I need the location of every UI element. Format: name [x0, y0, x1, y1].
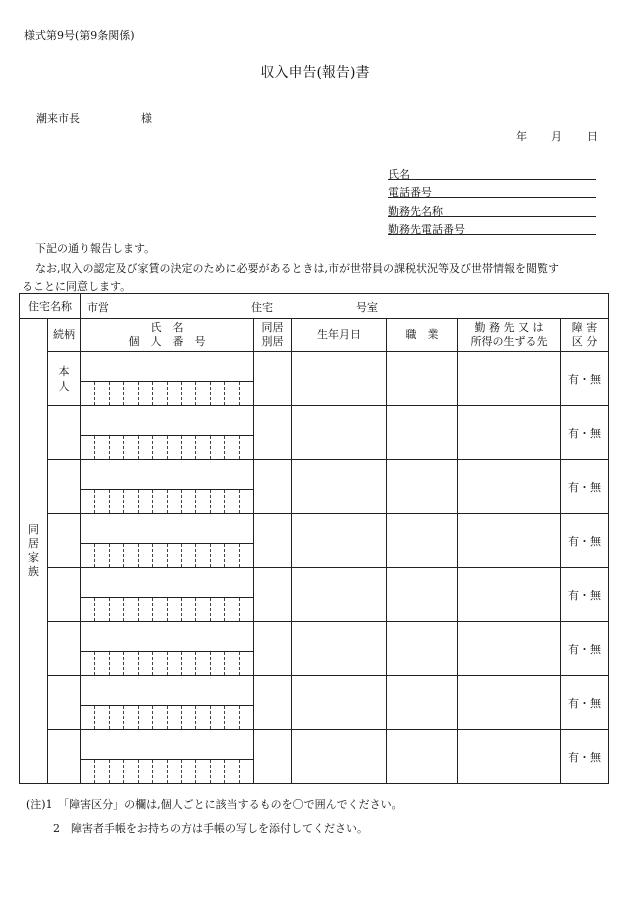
cohabiting-family-label: 同 居 家 族 — [20, 319, 48, 784]
consent-text: なお,収入の認定及び家賃の決定のために必要があるときは,市が世帯員の課税状況等及び世帯情報を閲覧す — [35, 262, 559, 275]
name-number-cell[interactable] — [81, 730, 254, 784]
cohabit-cell[interactable] — [254, 460, 292, 514]
table-row — [20, 460, 609, 514]
page-title: 収入申告(報告)書 — [260, 65, 370, 81]
individual-number-boxes[interactable] — [81, 490, 253, 513]
table-row — [20, 622, 609, 676]
cohabit-cell[interactable] — [254, 406, 292, 460]
birthdate-cell[interactable] — [292, 514, 387, 568]
name-field[interactable] — [388, 179, 596, 180]
table-row — [20, 676, 609, 730]
form-number: 様式第9号(第9条関係) — [24, 29, 135, 42]
work-phone-field[interactable] — [388, 234, 596, 235]
family-table — [19, 293, 609, 784]
table-row — [20, 730, 609, 784]
date-year: 年 — [516, 130, 527, 143]
individual-number-boxes[interactable] — [81, 706, 253, 729]
workplace-field[interactable] — [388, 216, 596, 217]
individual-number-boxes[interactable] — [81, 760, 253, 783]
birthdate-cell[interactable] — [292, 568, 387, 622]
workplace-header: 勤 務 先 又 は 所得の生ずる先 — [458, 319, 561, 352]
name-number-cell[interactable] — [81, 460, 254, 514]
phone-field[interactable] — [388, 197, 596, 198]
workplace-cell[interactable] — [458, 568, 561, 622]
disability-cell[interactable]: 有・無 — [561, 514, 609, 568]
birthdate-header: 生年月日 — [292, 319, 387, 352]
name-header: 氏 名 個 人 番 号 — [81, 319, 254, 352]
workplace-cell[interactable] — [458, 460, 561, 514]
workplace-cell[interactable] — [458, 676, 561, 730]
name-number-cell[interactable] — [81, 406, 254, 460]
workplace-cell[interactable] — [458, 352, 561, 406]
name-number-cell[interactable] — [81, 676, 254, 730]
cohabit-cell[interactable] — [254, 568, 292, 622]
workplace-cell[interactable] — [458, 514, 561, 568]
work-phone-label: 勤務先電話番号 — [388, 223, 465, 236]
relation-cell[interactable] — [48, 514, 81, 568]
individual-number-boxes[interactable] — [81, 544, 253, 567]
cohabit-cell[interactable] — [254, 514, 292, 568]
disability-cell[interactable]: 有・無 — [561, 676, 609, 730]
name-label: 氏名 — [388, 168, 410, 181]
occupation-cell[interactable] — [387, 460, 458, 514]
room-text: 号室 — [356, 301, 378, 314]
disability-cell[interactable]: 有・無 — [561, 622, 609, 676]
city-housing-text: 市営 — [87, 301, 109, 314]
workplace-label: 勤務先名称 — [388, 205, 443, 218]
phone-label: 電話番号 — [388, 186, 432, 199]
birthdate-cell[interactable] — [292, 460, 387, 514]
relation-cell[interactable] — [48, 460, 81, 514]
table-row — [20, 514, 609, 568]
disability-cell[interactable]: 有・無 — [561, 460, 609, 514]
occupation-cell[interactable] — [387, 406, 458, 460]
workplace-cell[interactable] — [458, 406, 561, 460]
occupation-cell[interactable] — [387, 514, 458, 568]
consent-text-cont: ることに同意します。 — [22, 280, 132, 293]
birthdate-cell[interactable] — [292, 730, 387, 784]
housing-text: 住宅 — [251, 301, 273, 314]
birthdate-cell[interactable] — [292, 622, 387, 676]
name-number-cell[interactable] — [81, 622, 254, 676]
note-1: (注)1 「障害区分」の欄は,個人ごとに該当するものを〇で囲んでください。 — [26, 798, 403, 811]
occupation-header: 職 業 — [387, 319, 458, 352]
relation-cell[interactable] — [48, 622, 81, 676]
individual-number-boxes[interactable] — [81, 382, 253, 405]
cohabit-header: 同居 別居 — [254, 319, 292, 352]
table-row — [20, 406, 609, 460]
note-2: 2 障害者手帳をお持ちの方は手帳の写しを添付してください。 — [53, 822, 368, 835]
relation-cell[interactable] — [48, 406, 81, 460]
disability-cell[interactable]: 有・無 — [561, 406, 609, 460]
occupation-cell[interactable] — [387, 730, 458, 784]
disability-header: 障 害 区 分 — [561, 319, 609, 352]
individual-number-boxes[interactable] — [81, 436, 253, 459]
name-number-cell[interactable] — [81, 352, 254, 406]
disability-cell[interactable]: 有・無 — [561, 568, 609, 622]
residence-field[interactable] — [81, 294, 609, 319]
relation-cell[interactable] — [48, 676, 81, 730]
date-month: 月 — [551, 130, 562, 143]
relation-header: 続柄 — [48, 319, 81, 352]
individual-number-boxes[interactable] — [81, 652, 253, 675]
name-number-cell[interactable] — [81, 514, 254, 568]
occupation-cell[interactable] — [387, 676, 458, 730]
intro-text: 下記の通り報告します。 — [35, 242, 156, 255]
occupation-cell[interactable] — [387, 352, 458, 406]
addressee-mayor: 潮来市長 — [36, 112, 80, 125]
name-number-cell[interactable] — [81, 568, 254, 622]
date-day: 日 — [587, 130, 598, 143]
occupation-cell[interactable] — [387, 568, 458, 622]
relation-cell[interactable]: 本 人 — [48, 352, 81, 406]
cohabit-cell[interactable] — [254, 730, 292, 784]
occupation-cell[interactable] — [387, 622, 458, 676]
cohabit-cell[interactable] — [254, 676, 292, 730]
individual-number-boxes[interactable] — [81, 598, 253, 621]
addressee-honorific: 様 — [141, 112, 152, 125]
birthdate-cell[interactable] — [292, 406, 387, 460]
workplace-cell[interactable] — [458, 622, 561, 676]
residence-label: 住宅名称 — [20, 294, 81, 319]
birthdate-cell[interactable] — [292, 352, 387, 406]
table-row — [20, 568, 609, 622]
workplace-cell[interactable] — [458, 730, 561, 784]
cohabit-cell[interactable] — [254, 352, 292, 406]
cohabit-cell[interactable] — [254, 622, 292, 676]
disability-cell[interactable]: 有・無 — [561, 730, 609, 784]
disability-cell[interactable]: 有・無 — [561, 352, 609, 406]
birthdate-cell[interactable] — [292, 676, 387, 730]
relation-cell[interactable] — [48, 568, 81, 622]
table-row — [20, 352, 609, 406]
relation-cell[interactable] — [48, 730, 81, 784]
